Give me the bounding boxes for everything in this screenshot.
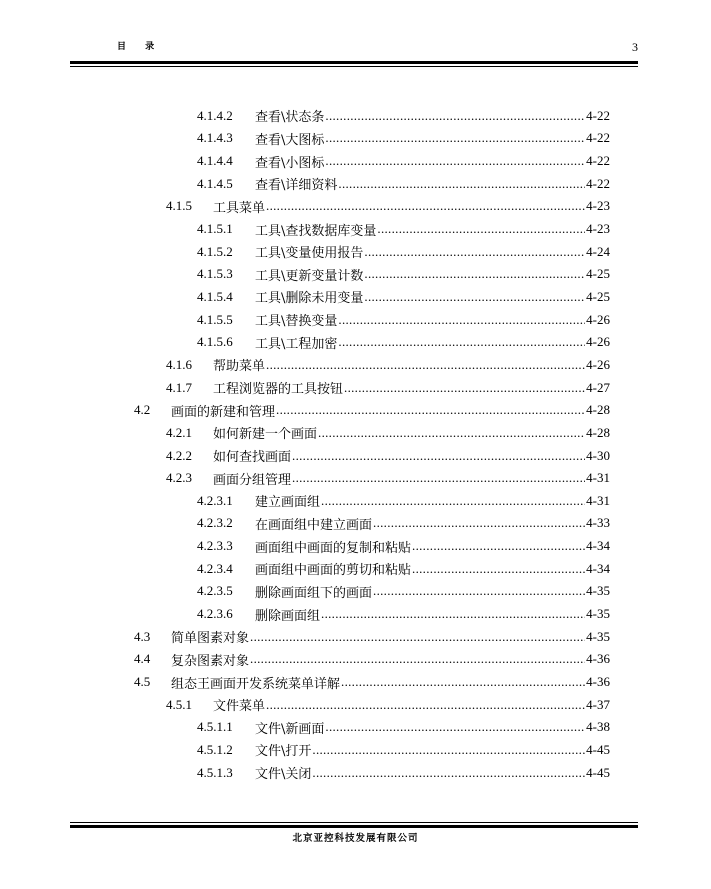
toc-entry[interactable] — [197, 739, 610, 762]
toc-entry-page: 4-35 — [586, 628, 610, 644]
toc-entry[interactable] — [166, 195, 610, 218]
toc-entry[interactable] — [134, 671, 610, 694]
toc-entry-dot-leader — [364, 266, 585, 282]
toc-entry-number: 4.1.6 — [166, 356, 192, 372]
header-page-number: 3 — [632, 40, 638, 54]
toc-entry-title: 文件菜单 — [213, 699, 266, 715]
toc-entry[interactable] — [134, 399, 610, 422]
toc-entry-number: 4.2.3.6 — [197, 606, 233, 622]
toc-entry-dot-leader — [321, 493, 585, 509]
toc-entry-title: 工程浏览器的工具按钮 — [213, 382, 344, 398]
toc-entry-title: 画面组中画面的剪切和粘贴 — [255, 563, 412, 579]
toc-entry-title: 画面的新建和管理 — [171, 404, 276, 420]
toc-entry[interactable] — [197, 286, 610, 309]
toc-entry-title: 复杂图素对象 — [171, 653, 250, 669]
toc-entry-title: 如何查找画面 — [213, 450, 292, 466]
toc-entry-number: 4.2.1 — [166, 424, 192, 440]
toc-entry[interactable] — [197, 331, 610, 354]
toc-entry-page: 4-31 — [586, 492, 610, 508]
toc-entry-page: 4-33 — [586, 515, 610, 531]
toc-entry-number: 4.1.5.6 — [197, 334, 233, 350]
toc-entry-number: 4.1.5.4 — [197, 288, 233, 304]
toc-entry-page: 4-24 — [586, 243, 610, 259]
toc-entry-number: 4.2.3 — [166, 470, 192, 486]
toc-entry-title: 画面分组管理 — [213, 472, 292, 488]
toc-entry-dot-leader — [312, 765, 585, 781]
toc-entry-number: 4.1.7 — [166, 379, 192, 395]
toc-entry-dot-leader — [325, 130, 585, 146]
toc-entry-dot-leader — [266, 357, 585, 373]
toc-entry-number: 4.2.3.1 — [197, 492, 233, 508]
toc-entry[interactable] — [134, 625, 610, 648]
toc-entry-page: 4-38 — [586, 719, 610, 735]
toc-entry[interactable] — [197, 580, 610, 603]
toc-entry-page: 4-45 — [586, 764, 610, 780]
toc-entry-title: 如何新建一个画面 — [213, 427, 318, 443]
toc-entry-number: 4.5.1.3 — [197, 764, 233, 780]
toc-entry-page: 4-26 — [586, 356, 610, 372]
toc-entry[interactable] — [134, 648, 610, 671]
header-title: 目 录 — [117, 42, 163, 52]
toc-entry-dot-leader — [364, 244, 585, 260]
toc-entry-page: 4-35 — [586, 583, 610, 599]
toc-entry-page: 4-22 — [586, 153, 610, 169]
toc-entry-dot-leader — [312, 742, 585, 758]
toc-entry-page: 4-30 — [586, 447, 610, 463]
toc-entry-dot-leader — [250, 651, 585, 667]
toc-entry-title: 工具\变量使用报告 — [255, 246, 364, 262]
toc-entry-title: 查看\大图标 — [255, 132, 325, 148]
toc-entry-page: 4-36 — [586, 651, 610, 667]
toc-entry-title: 删除画面组下的画面 — [255, 585, 373, 601]
toc-entry-number: 4.2.3.4 — [197, 560, 233, 576]
toc-entry-page: 4-27 — [586, 379, 610, 395]
toc-entry-number: 4.2 — [134, 402, 151, 418]
toc-entry-number: 4.5.1.2 — [197, 741, 233, 757]
toc-entry[interactable] — [197, 512, 610, 535]
toc-entry-number: 4.2.3.2 — [197, 515, 233, 531]
toc-entry-number: 4.4 — [134, 651, 151, 667]
toc-entry-page: 4-25 — [586, 288, 610, 304]
footer-rule-thin — [70, 822, 638, 823]
toc-entry-page: 4-31 — [586, 470, 610, 486]
footer-rule-thick — [70, 825, 638, 828]
toc-entry-number: 4.1.5.5 — [197, 311, 233, 327]
toc-entry-dot-leader — [321, 606, 585, 622]
toc-entry-title: 工具\更新变量计数 — [255, 268, 364, 284]
toc-entry-number: 4.5.1.1 — [197, 719, 233, 735]
toc-entry-dot-leader — [318, 425, 585, 441]
toc-entry-number: 4.1.4.4 — [197, 153, 233, 169]
toc-entry-page: 4-25 — [586, 266, 610, 282]
toc-entry-number: 4.5 — [134, 674, 151, 690]
toc-entry-page: 4-22 — [586, 175, 610, 191]
toc-entry-dot-leader — [412, 561, 585, 577]
toc-entry[interactable] — [197, 263, 610, 286]
toc-entry-title: 简单图素对象 — [171, 631, 250, 647]
toc-entry[interactable] — [197, 535, 610, 558]
toc-entry-page: 4-28 — [586, 424, 610, 440]
toc-entry[interactable] — [166, 422, 610, 445]
toc-entry-page: 4-45 — [586, 741, 610, 757]
toc-entry-dot-leader — [338, 334, 585, 350]
toc-entry-number: 4.1.5.3 — [197, 266, 233, 282]
toc-entry[interactable] — [197, 308, 610, 331]
toc-entry-dot-leader — [325, 719, 585, 735]
toc-entry-title: 工具\查找数据库变量 — [255, 223, 377, 239]
toc-entry-page: 4-22 — [586, 107, 610, 123]
toc-entry[interactable] — [197, 127, 610, 150]
toc-entry-number: 4.2.3.5 — [197, 583, 233, 599]
toc-entry-dot-leader — [364, 289, 585, 305]
toc-entry-title: 文件\关闭 — [255, 767, 312, 783]
toc-entry[interactable] — [166, 376, 610, 399]
toc-entry-page: 4-37 — [586, 696, 610, 712]
toc-entry-dot-leader — [373, 515, 585, 531]
toc-entry-title: 工具\替换变量 — [255, 314, 338, 330]
toc-entry-dot-leader — [325, 153, 585, 169]
toc-entry-title: 工具菜单 — [213, 200, 266, 216]
toc-entry-dot-leader — [266, 697, 585, 713]
toc-entry[interactable] — [197, 240, 610, 263]
toc-entry-number: 4.1.5.2 — [197, 243, 233, 259]
toc-entry-title: 建立画面组 — [255, 495, 321, 511]
toc-entry-title: 画面组中画面的复制和粘贴 — [255, 540, 412, 556]
toc-entry-page: 4-36 — [586, 674, 610, 690]
header-rule-thick — [70, 61, 638, 64]
toc-entry-dot-leader — [338, 176, 585, 192]
toc-entry-page: 4-22 — [586, 130, 610, 146]
toc-entry[interactable] — [197, 490, 610, 513]
toc-entry-dot-leader — [250, 629, 585, 645]
toc-entry-dot-leader — [338, 312, 585, 328]
toc-entry-number: 4.1.5.1 — [197, 221, 233, 237]
toc-entry-number: 4.1.4.2 — [197, 107, 233, 123]
toc-entry[interactable] — [197, 172, 610, 195]
toc-entry-dot-leader — [373, 583, 585, 599]
toc-entry-title: 组态王画面开发系统菜单详解 — [171, 676, 341, 692]
toc-entry-dot-leader — [292, 470, 585, 486]
toc-entry[interactable] — [166, 693, 610, 716]
toc-entry-number: 4.3 — [134, 628, 151, 644]
toc-entry-dot-leader — [341, 674, 585, 690]
toc-entry-page: 4-23 — [586, 198, 610, 214]
toc-entry-page: 4-35 — [586, 606, 610, 622]
toc-entry-dot-leader — [325, 108, 585, 124]
toc-entry[interactable] — [166, 354, 610, 377]
toc-entry[interactable] — [197, 761, 610, 784]
toc-entry-dot-leader — [292, 448, 585, 464]
toc-entry-number: 4.2.2 — [166, 447, 192, 463]
toc-entry[interactable] — [197, 150, 610, 173]
toc-entry-title: 帮助菜单 — [213, 359, 266, 375]
toc-entry-dot-leader — [377, 221, 585, 237]
toc-entry-page: 4-34 — [586, 538, 610, 554]
toc-entry-dot-leader — [266, 198, 585, 214]
footer-company: 北京亚控科技发展有限公司 — [292, 833, 419, 844]
toc-entry-page: 4-23 — [586, 221, 610, 237]
toc-entry-page: 4-34 — [586, 560, 610, 576]
header-rule-thin — [70, 66, 638, 67]
toc-entry-page: 4-26 — [586, 334, 610, 350]
toc-entry-title: 查看\状态条 — [255, 110, 325, 126]
toc-entry-title: 文件\打开 — [255, 744, 312, 760]
toc-entry-title: 工具\工程加密 — [255, 336, 338, 352]
toc-entry-number: 4.1.5 — [166, 198, 192, 214]
toc-entry-number: 4.1.4.5 — [197, 175, 233, 191]
toc-entry[interactable] — [166, 444, 610, 467]
toc-entry-page: 4-26 — [586, 311, 610, 327]
toc-entry-dot-leader — [276, 402, 585, 418]
toc-entry[interactable] — [197, 716, 610, 739]
toc-entry-number: 4.1.4.3 — [197, 130, 233, 146]
toc-entry-title: 文件\新画面 — [255, 721, 325, 737]
toc-entry[interactable] — [197, 218, 610, 241]
toc-entry-title: 删除画面组 — [255, 608, 321, 624]
toc-entry[interactable] — [197, 558, 610, 581]
toc-entry-title: 工具\删除未用变量 — [255, 291, 364, 307]
toc-entry-title: 查看\小图标 — [255, 155, 325, 171]
toc-entry[interactable] — [166, 467, 610, 490]
toc-entry-title: 在画面组中建立画面 — [255, 517, 373, 533]
toc-entry-dot-leader — [412, 538, 585, 554]
toc-entry-page: 4-28 — [586, 402, 610, 418]
toc-entry[interactable] — [197, 603, 610, 626]
toc-entry[interactable] — [197, 105, 610, 128]
toc-entry-number: 4.5.1 — [166, 696, 192, 712]
toc-entry-title: 查看\详细资料 — [255, 178, 338, 194]
toc-entry-number: 4.2.3.3 — [197, 538, 233, 554]
toc-entry-dot-leader — [344, 380, 585, 396]
